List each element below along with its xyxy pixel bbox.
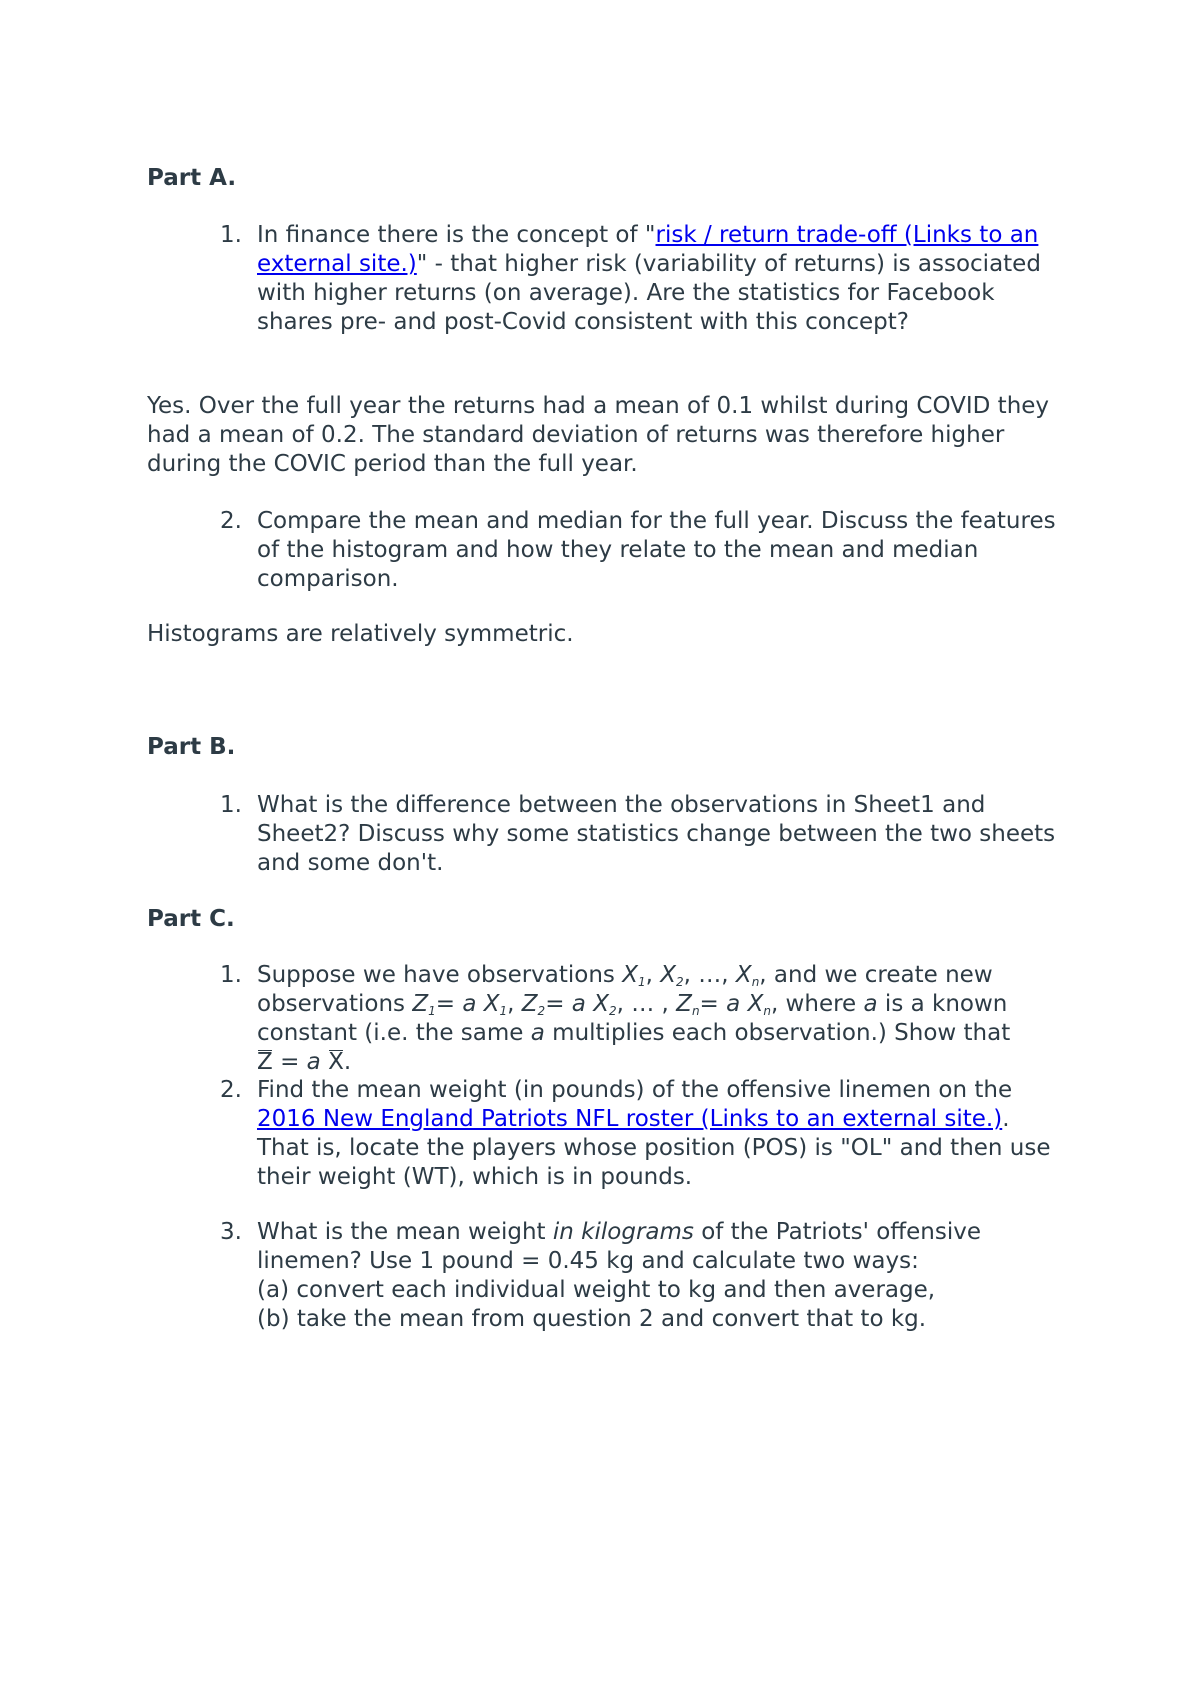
x-bar: X <box>328 1049 344 1075</box>
part-a-answer-2: Histograms are relatively symmetric. <box>147 621 574 647</box>
part-a-answer-1: Yes. Over the full year the returns had a mean of 0.1 whilst during COVID they had a mean of 0.2. The standard deviation of returns was therefore higher during the COVIC period than the full year. <box>147 393 1050 477</box>
risk-return-link[interactable]: risk / return trade-off (Links to an external site.) <box>257 222 1039 277</box>
list-number: 1. <box>220 962 242 988</box>
list-number: 1. <box>220 222 242 248</box>
list-number: 1. <box>220 792 242 818</box>
z-bar: Z <box>257 1049 273 1075</box>
list-number: 3. <box>220 1219 242 1245</box>
question-text: What is the difference between the observations in Sheet1 and Sheet2? Discuss why some statistics change between the two sheets and some don't. <box>257 792 1056 876</box>
question-text: What is the mean weight in kilograms of the Patriots' offensive linemen? Use 1 pound = 0.45 kg and calculate two ways: (a) convert each individual weight to kg and then average, (b) take the mean from question 2 and convert that to kg. <box>257 1219 982 1332</box>
question-text: In finance there is the concept of "risk / return trade-off (Links to an external site.)" - that higher risk (variability of returns) is associated with higher returns (on average). Are the statistics for Facebook shares pre- and post-Covid consistent with this concept? <box>257 222 1041 335</box>
list-number: 2. <box>220 1077 242 1103</box>
part-a-heading: Part A. <box>147 165 237 191</box>
list-number: 2. <box>220 508 242 534</box>
question-text: Compare the mean and median for the full year. Discuss the features of the histogram and how they relate to the mean and median comparison. <box>257 508 1056 592</box>
part-b-heading: Part B. <box>147 734 236 760</box>
part-c-heading: Part C. <box>147 906 235 932</box>
question-text: Find the mean weight (in pounds) of the offensive linemen on the 2016 New England Patriots NFL roster (Links to an external site.). That is, locate the players whose position (POS) is "OL" and then use their weight (WT), which is in pounds. <box>257 1077 1051 1190</box>
question-text: Suppose we have observations $X_1$, $X_2$, …, $X_n$, and we create new observations $Z_1= a$ $X_1$, $Z_2= a$ $X_2$, … , $Z_n= a$ $X_n$, where a is a known constant (i.e. the same a multiplies each observation.) Show that Z = a X. <box>257 962 1011 1075</box>
patriots-roster-link[interactable]: 2016 New England Patriots NFL roster (Links to an external site.) <box>257 1106 1003 1132</box>
